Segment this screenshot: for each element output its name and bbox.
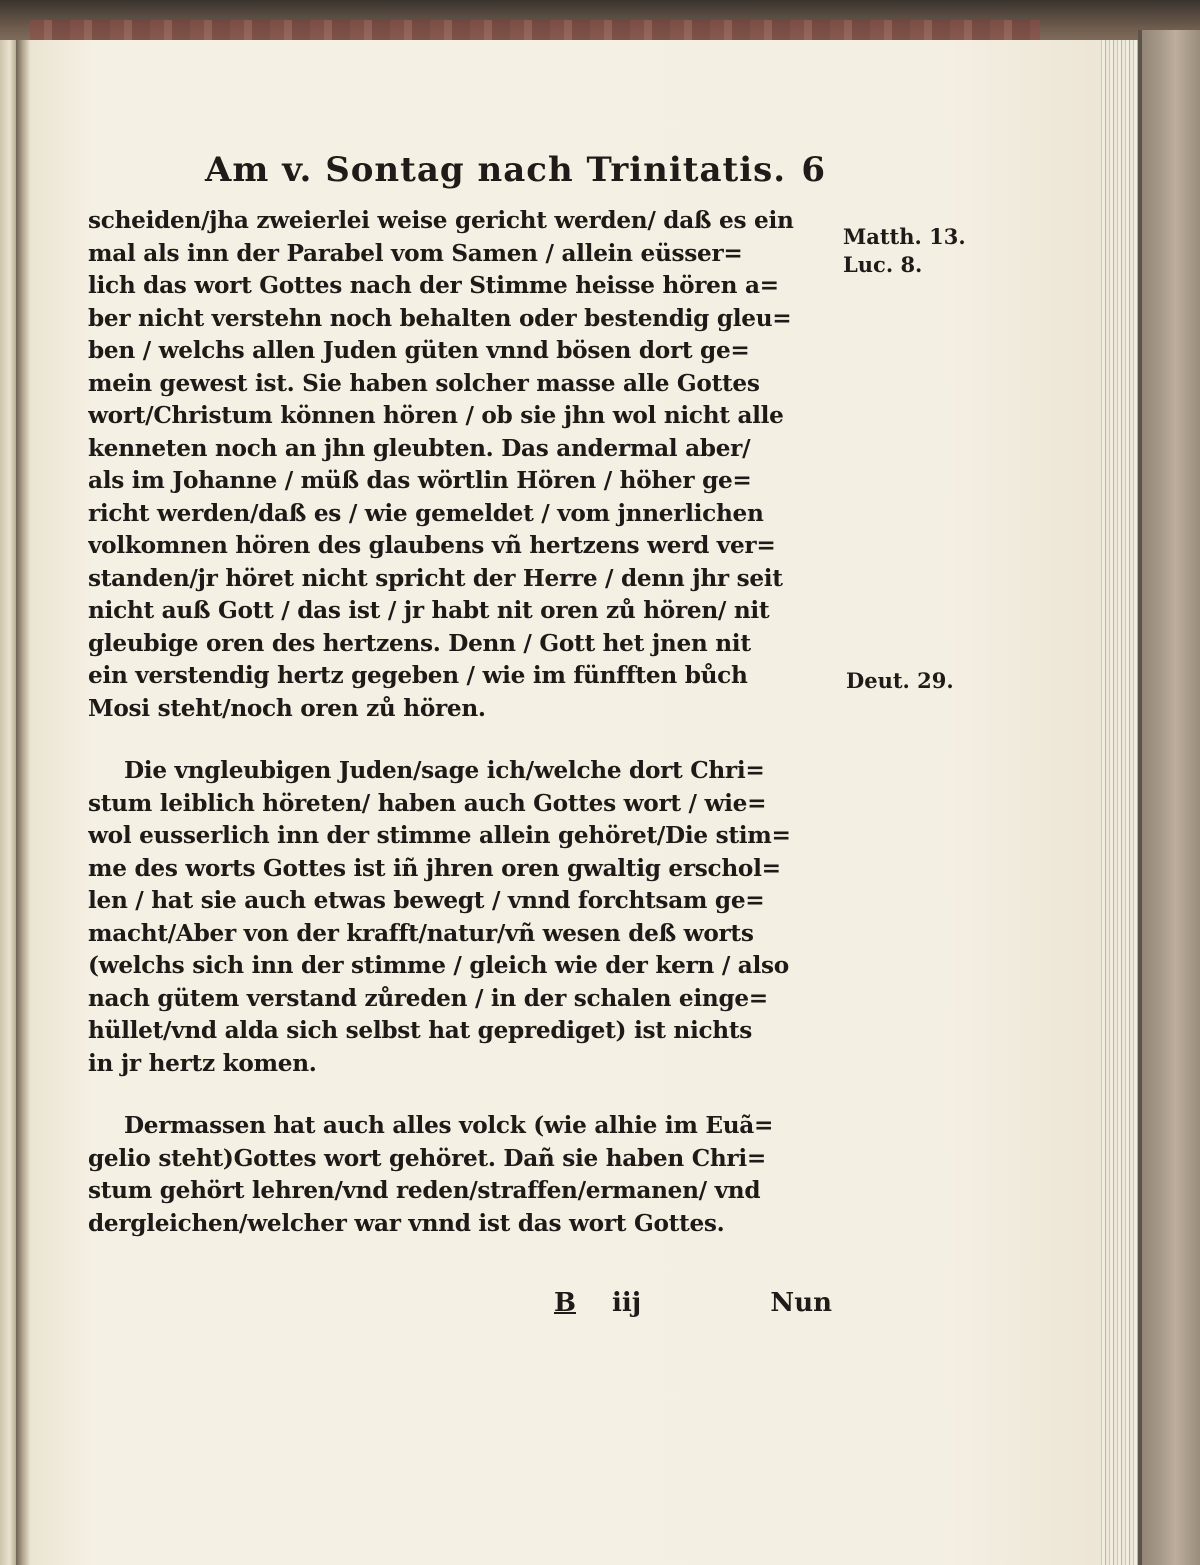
page-edges <box>1098 40 1138 1565</box>
running-title: Am v. Sontag nach Trinitatis. <box>205 150 787 190</box>
text-line: standen/jr höret nicht spricht der Herre / denn jhr seit <box>88 564 783 592</box>
text-line: gleubige oren des hertzens. Denn / Gott het jnen nit <box>88 629 751 657</box>
text-line: gelio steht)Gottes wort gehöret. Dañ sie haben Chri= <box>88 1144 766 1172</box>
text-line: nicht auß Gott / das ist / jr habt nit oren zů hören/ nit <box>88 597 770 624</box>
text-line: hüllet/vnd alda sich selbst hat geprediget) ist nichts <box>88 1017 753 1044</box>
text-line: (welchs sich inn der stimme / gleich wie der kern / also <box>88 952 789 979</box>
catchword: Nun <box>770 1288 832 1318</box>
text-line: Mosi steht/noch oren zů hören. <box>88 694 486 722</box>
book-gutter <box>16 40 30 1565</box>
text-line: len / hat sie auch etwas bewegt / vnnd forchtsam ge= <box>88 887 765 914</box>
text-line: volkomnen hören des glaubens vñ hertzens werd ver= <box>88 532 776 559</box>
book-cover-pattern <box>30 20 1040 42</box>
text-line: stum leiblich höreten/ haben auch Gottes wort / wie= <box>88 789 767 817</box>
text-line: ber nicht verstehn noch behalten oder bestendig gleu= <box>88 304 792 332</box>
page-footer <box>520 1288 832 1328</box>
text-line: macht/Aber von der krafft/natur/vñ wesen deß worts <box>88 919 754 947</box>
text-line: wort/Christum können hören / ob sie jhn wol nicht alle <box>88 402 784 429</box>
paragraph-gap <box>88 725 836 755</box>
signature-number: iij <box>612 1288 642 1318</box>
text-line: mein gewest ist. Sie haben solcher masse alle Gottes <box>88 369 760 397</box>
text-line: dergleichen/welcher war vnnd ist das wort Gottes. <box>88 1209 725 1237</box>
text-line: in jr hertz komen. <box>88 1049 317 1077</box>
book-cover <box>1138 30 1200 1565</box>
text-line: Die vngleubigen Juden/sage ich/welche dort Chri= <box>124 757 765 784</box>
margin-note-deut: Deut. 29. <box>846 668 954 693</box>
text-line: wol eusserlich inn der stimme allein gehöret/Die stim= <box>88 822 791 849</box>
left-page-edge <box>0 40 16 1565</box>
text-line: mal als inn der Parabel vom Samen / allein eüsser= <box>88 239 743 267</box>
text-line: Dermassen hat auch alles volck (wie alhie im Euã= <box>124 1112 774 1139</box>
margin-note-luc: Luc. 8. <box>843 252 923 277</box>
text-line: nach gütem verstand zůreden / in der schalen einge= <box>88 984 768 1012</box>
text-line: lich das wort Gottes nach der Stimme heisse hören a= <box>88 272 779 299</box>
page-number: 6 <box>801 150 825 190</box>
text-line: ben / welchs allen Juden güten vnnd bösen dort ge= <box>88 337 750 364</box>
text-line: scheiden/jha zweierlei weise gericht werden/ daß es ein <box>88 207 794 234</box>
margin-note-matth: Matth. 13. <box>843 224 966 249</box>
text-line: als im Johanne / müß das wörtlin Hören / höher ge= <box>88 467 752 494</box>
text-line: kenneten noch an jhn gleubten. Das andermal aber/ <box>88 434 751 462</box>
text-line: ein verstendig hertz gegeben / wie im fünfften bůch <box>88 662 748 689</box>
signature-mark: B <box>554 1288 576 1318</box>
text-line: richt werden/daß es / wie gemeldet / vom jnnerlichen <box>88 499 764 527</box>
main-text-block <box>88 205 836 1240</box>
paragraph-gap <box>88 1080 836 1110</box>
text-line: stum gehört lehren/vnd reden/straffen/ermanen/ vnd <box>88 1177 761 1204</box>
text-line: me des worts Gottes ist iñ jhren oren gwaltig erschol= <box>88 854 781 882</box>
running-header <box>205 150 825 200</box>
